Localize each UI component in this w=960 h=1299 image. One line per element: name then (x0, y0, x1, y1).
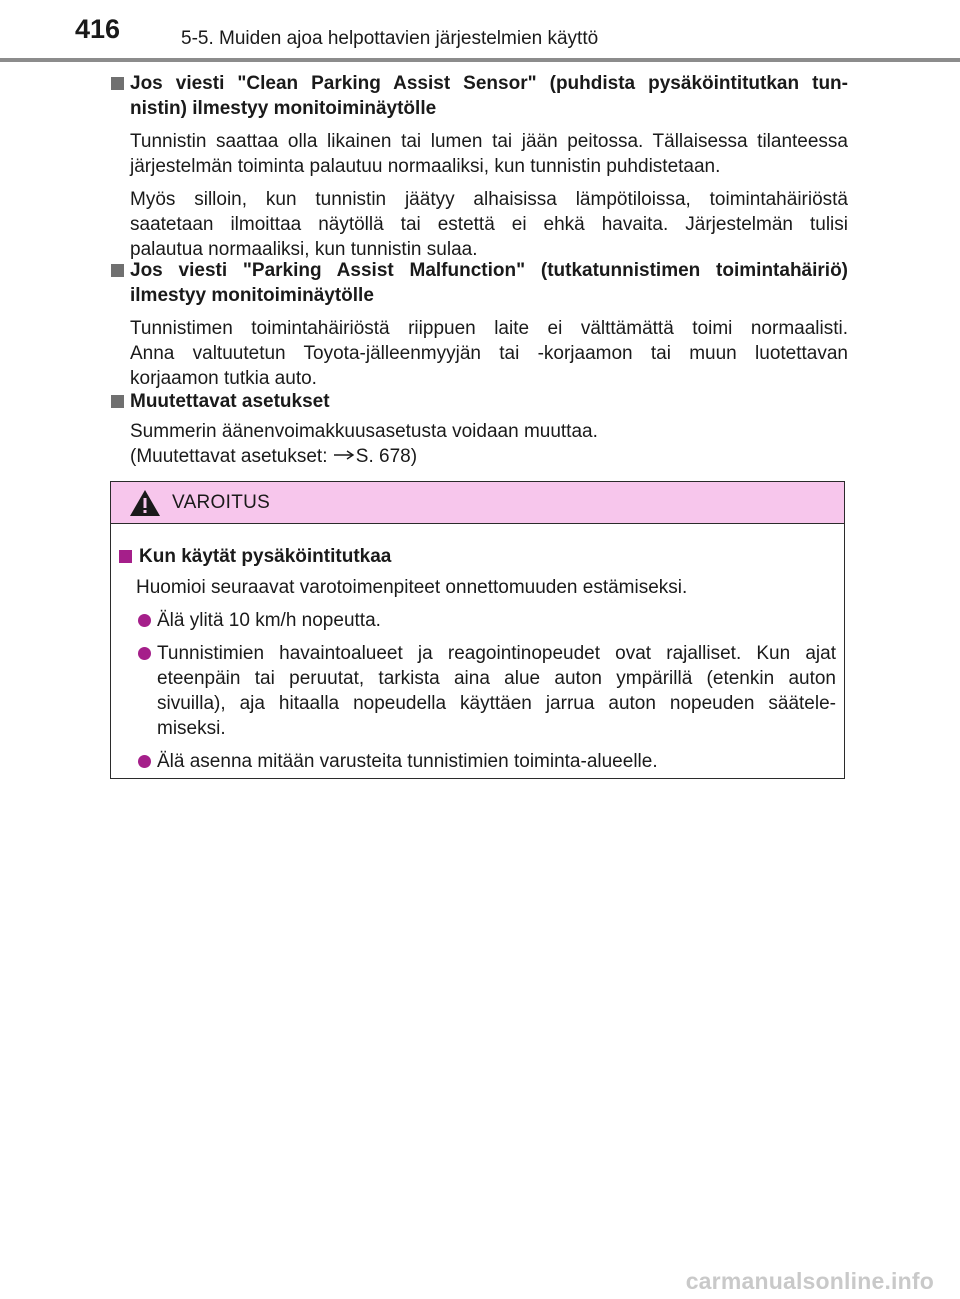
reference-prefix: (Muutettavat asetukset: (130, 446, 333, 467)
bullet-text: sivuilla), aja hitaalla nopeudella käyttäen jarrua auton nopeuden säätele- (157, 693, 836, 714)
warning-intro: Huomioi seuraavat varotoimenpiteet onnettomuuden estämiseksi. (136, 577, 688, 598)
section-heading (108, 258, 848, 308)
text-line: järjestelmän toiminta palautuu normaaliksi, kun tunnistin puhdistetaan. (130, 156, 721, 177)
chapter-title: 5-5. Muiden ajoa helpottavien järjestelmien käyttö (181, 28, 599, 49)
square-bullet-icon (119, 550, 132, 563)
paragraph (130, 316, 848, 391)
paragraph (130, 187, 848, 262)
section-settings (108, 389, 848, 469)
bullet-text: Älä ylitä 10 km/h nopeutta. (157, 610, 381, 631)
bullet-text: miseksi. (157, 718, 226, 739)
list-item (136, 641, 836, 741)
bullet-dot-icon (138, 647, 151, 660)
heading-line: Jos viesti "Clean Parking Assist Sensor" (puhdista pysäköintitutkan tun- (130, 73, 848, 94)
square-bullet-icon (111, 264, 124, 277)
warning-header (111, 482, 844, 524)
heading-line: Muutettavat asetukset (130, 391, 330, 412)
square-bullet-icon (111, 77, 124, 90)
paragraph (130, 129, 848, 179)
warning-box (110, 481, 845, 779)
warning-heading-text: Kun käytät pysäköintitutkaa (139, 546, 392, 567)
warning-triangle-icon (129, 489, 161, 517)
header-divider (0, 58, 960, 62)
section-heading (108, 71, 848, 121)
text-line: palautua normaaliksi, kun tunnistin sulaa. (130, 239, 478, 260)
watermark: carmanualsonline.info (685, 1268, 934, 1294)
section-clean-sensor (108, 71, 848, 262)
paragraph (130, 419, 848, 469)
text-line: saatetaan ilmoittaa näytöllä tai estettä ei ehkä havaita. Järjestelmän tulisi (130, 214, 848, 235)
reference-target[interactable]: S. 678) (355, 446, 418, 467)
bullet-dot-icon (138, 755, 151, 768)
bullet-text: Tunnistimien havaintoalueet ja reagointinopeudet ovat rajalliset. Kun ajat (157, 643, 836, 664)
section-malfunction (108, 258, 848, 391)
warning-body (111, 544, 844, 774)
section-heading (108, 389, 848, 414)
warning-title: VAROITUS (172, 492, 271, 513)
list-item (136, 749, 836, 774)
bullet-dot-icon (138, 614, 151, 627)
text-line: korjaamon tutkia auto. (130, 368, 317, 389)
square-bullet-icon (111, 395, 124, 408)
bullet-text: eteenpäin tai peruutat, tarkista aina alue auton ympärillä (etenkin auton (157, 668, 836, 689)
text-line: Tunnistimen toimintahäiriöstä riippuen laite ei välttämättä toimi normaalisti. (130, 318, 848, 339)
page-number: 416 (75, 14, 121, 44)
heading-line: nistin) ilmestyy monitoiminäytölle (130, 98, 437, 119)
bullet-text: Älä asenna mitään varusteita tunnistimien toiminta-alueelle. (157, 751, 658, 772)
warning-heading (115, 544, 844, 569)
heading-line: Jos viesti "Parking Assist Malfunction" (tutkatunnistimen toimintahäiriö) (130, 260, 848, 281)
heading-line: ilmestyy monitoiminäytölle (130, 285, 374, 306)
settings-reference[interactable] (130, 444, 848, 469)
list-item (136, 608, 836, 633)
text-line: Myös silloin, kun tunnistin jäätyy alhaisissa lämpötiloissa, toimintahäiriöstä (130, 189, 848, 210)
text-line: Anna valtuutetun Toyota-jälleenmyyjän tai -korjaamon tai muun luotettavan (130, 343, 848, 364)
text-line: Tunnistin saattaa olla likainen tai lumen tai jään peitossa. Tällaisessa tilanteessa (130, 131, 848, 152)
text-line: Summerin äänenvoimakkuusasetusta voidaan muuttaa. (130, 421, 598, 442)
arrow-right-icon (333, 449, 355, 461)
